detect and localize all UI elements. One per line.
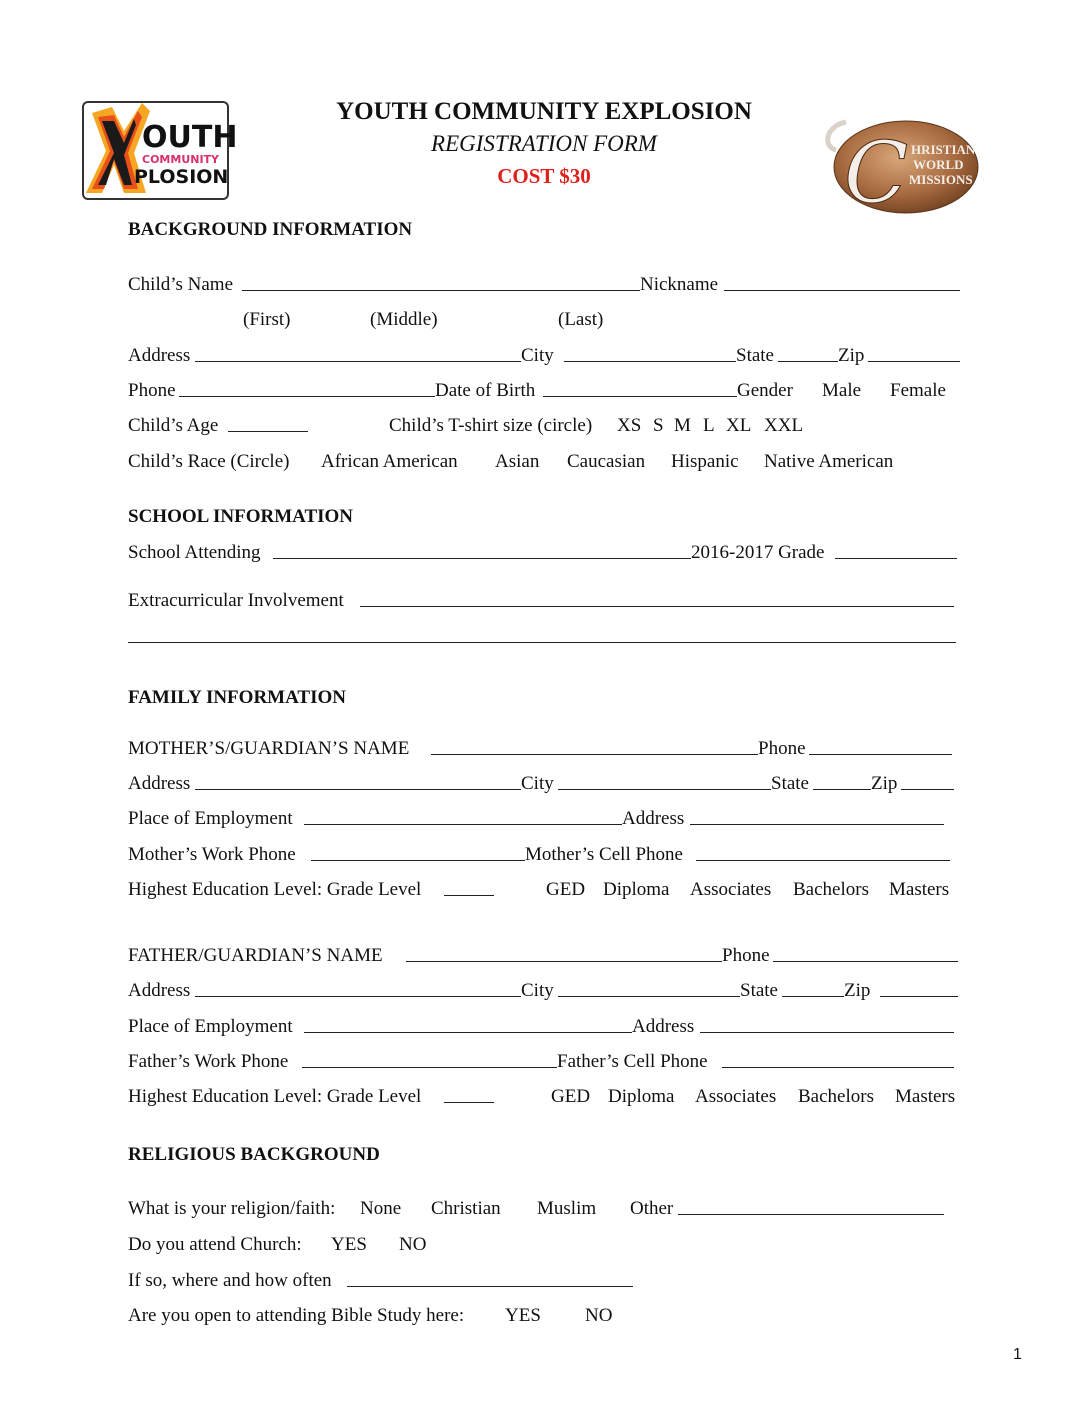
mother-edu-option-ged[interactable]: GED [546,879,586,900]
church-label: Do you attend Church: [128,1234,302,1255]
gender-option-male[interactable]: Male [822,380,862,401]
zip-label: Zip [838,345,865,366]
mother-employment-label: Place of Employment [128,808,293,829]
page-number: 1 [1013,1346,1022,1363]
school-label: School Attending [128,542,261,563]
name-part-first: (First) [243,309,291,330]
name-part-last: (Last) [558,309,604,330]
father-name-label: FATHER/GUARDIAN’S NAME [128,945,383,966]
father-cell-phone-field[interactable] [722,1049,954,1068]
where-label: If so, where and how often [128,1270,332,1291]
address-label: Address [128,345,191,366]
faith-option-none[interactable]: None [360,1198,402,1219]
dob-label: Date of Birth [435,380,536,401]
father-education-label: Highest Education Level: Grade Level [128,1086,422,1107]
father-address-label: Address [128,980,191,1001]
father-cell-phone-label: Father’s Cell Phone [557,1051,708,1072]
form-title: YOUTH COMMUNITY EXPLOSION [336,98,752,125]
section-heading-background: BACKGROUND INFORMATION [128,219,413,240]
race-option-hispanic[interactable]: Hispanic [671,451,739,472]
section-heading-family: FAMILY INFORMATION [128,687,346,708]
mother-emp-address-field[interactable] [690,806,944,825]
mother-employment-field[interactable] [304,806,622,825]
extracurricular-field[interactable] [360,588,954,607]
state-field[interactable] [778,343,838,362]
father-edu-option-bachelors[interactable]: Bachelors [798,1086,874,1107]
faith-option-muslim[interactable]: Muslim [537,1198,597,1219]
father-work-phone-field[interactable] [302,1049,557,1068]
race-option-asian[interactable]: Asian [495,451,540,472]
tshirt-option-xl[interactable]: XL [726,415,752,436]
phone-field[interactable] [179,378,435,397]
father-state-label: State [740,980,778,1001]
address-field[interactable] [195,343,521,362]
mother-name-field[interactable] [431,736,758,755]
tshirt-label: Child’s T-shirt size (circle) [389,415,593,436]
logo-youth-text: OUTH [142,120,238,155]
faith-option-christian[interactable]: Christian [431,1198,501,1219]
mother-cell-phone-field[interactable] [696,842,950,861]
mother-phone-field[interactable] [809,736,952,755]
nickname-field[interactable] [724,272,960,291]
state-label: State [736,345,774,366]
nickname-label: Nickname [640,274,719,295]
church-option-yes[interactable]: YES [331,1234,367,1255]
father-emp-address-field[interactable] [700,1014,954,1033]
logo-line1: HRISTIAN [911,142,976,157]
name-part-middle: (Middle) [370,309,438,330]
age-label: Child’s Age [128,415,219,436]
tshirt-option-l[interactable]: L [703,415,715,436]
section-heading-religious: RELIGIOUS BACKGROUND [128,1144,380,1165]
extracurricular-field-continued[interactable] [128,624,956,643]
father-name-field[interactable] [406,943,722,962]
faith-label: What is your religion/faith: [128,1198,336,1219]
school-field[interactable] [273,540,691,559]
grade-field[interactable] [835,540,957,559]
race-option-african-american[interactable]: African American [321,451,458,472]
tshirt-option-xxl[interactable]: XXL [764,415,804,436]
mother-edu-option-bachelors[interactable]: Bachelors [793,879,869,900]
mother-city-field[interactable] [558,771,771,790]
cost-label: COST $30 [497,164,591,188]
mother-cell-phone-label: Mother’s Cell Phone [525,844,683,865]
mother-edu-option-diploma[interactable]: Diploma [603,879,670,900]
logo-line3: MISSIONS [909,172,973,187]
logo-explosion-text: PLOSION [134,166,229,188]
mother-state-label: State [771,773,809,794]
race-option-native-american[interactable]: Native American [764,451,894,472]
mother-city-label: City [521,773,554,794]
mother-phone-label: Phone [758,738,806,759]
grade-label: 2016-2017 Grade [691,542,825,563]
father-grade-level-field[interactable] [444,1084,494,1103]
bible-study-label: Are you open to attending Bible Study here: [128,1305,465,1326]
church-option-no[interactable]: NO [399,1234,427,1255]
mother-emp-address-label: Address [622,808,685,829]
tshirt-option-m[interactable]: M [674,415,691,436]
logo-line2: WORLD [913,157,964,172]
mother-grade-level-field[interactable] [444,877,494,896]
mother-address-field[interactable] [195,771,521,790]
mother-zip-label: Zip [871,773,898,794]
mother-edu-option-masters[interactable]: Masters [889,879,950,900]
bible-option-no[interactable]: NO [585,1305,613,1326]
gender-option-female[interactable]: Female [890,380,946,401]
father-phone-label: Phone [722,945,770,966]
extracurricular-label: Extracurricular Involvement [128,590,344,611]
gender-label: Gender [737,380,793,401]
faith-other-field[interactable] [678,1196,944,1215]
tshirt-option-xs[interactable]: XS [617,415,642,436]
mother-state-field[interactable] [813,771,871,790]
mother-zip-field[interactable] [901,771,954,790]
father-zip-label: Zip [844,980,871,1001]
section-heading-school: SCHOOL INFORMATION [128,506,354,527]
race-option-caucasian[interactable]: Caucasian [567,451,646,472]
mother-edu-option-associates[interactable]: Associates [690,879,772,900]
father-state-field[interactable] [782,978,844,997]
zip-field[interactable] [868,343,960,362]
age-field[interactable] [228,413,308,432]
father-phone-field[interactable] [773,943,958,962]
father-employment-field[interactable] [304,1014,632,1033]
faith-other-label: Other [630,1198,674,1219]
race-label: Child’s Race (Circle) [128,451,290,472]
dob-field[interactable] [543,378,737,397]
logo-c-letter: C [844,124,909,222]
father-edu-option-ged[interactable]: GED [551,1086,591,1107]
logo-community-text: COMMUNITY [142,153,220,166]
child-name-field[interactable] [242,272,640,291]
father-employment-label: Place of Employment [128,1016,293,1037]
phone-label: Phone [128,380,176,401]
form-subtitle: REGISTRATION FORM [431,131,657,156]
where-field[interactable] [347,1268,633,1287]
city-field[interactable] [564,343,736,362]
mother-education-label: Highest Education Level: Grade Level [128,879,422,900]
mother-work-phone-label: Mother’s Work Phone [128,844,296,865]
father-edu-option-diploma[interactable]: Diploma [608,1086,675,1107]
mother-name-label: MOTHER’S/GUARDIAN’S NAME [128,738,410,759]
child-name-label: Child’s Name [128,274,234,295]
father-edu-option-associates[interactable]: Associates [695,1086,777,1107]
father-edu-option-masters[interactable]: Masters [895,1086,956,1107]
city-label: City [521,345,554,366]
mother-address-label: Address [128,773,191,794]
father-work-phone-label: Father’s Work Phone [128,1051,289,1072]
father-city-field[interactable] [558,978,740,997]
father-emp-address-label: Address [632,1016,695,1037]
bible-option-yes[interactable]: YES [505,1305,541,1326]
father-address-field[interactable] [195,978,521,997]
father-city-label: City [521,980,554,1001]
father-zip-field[interactable] [880,978,958,997]
mother-work-phone-field[interactable] [311,842,525,861]
tshirt-option-s[interactable]: S [653,415,664,436]
